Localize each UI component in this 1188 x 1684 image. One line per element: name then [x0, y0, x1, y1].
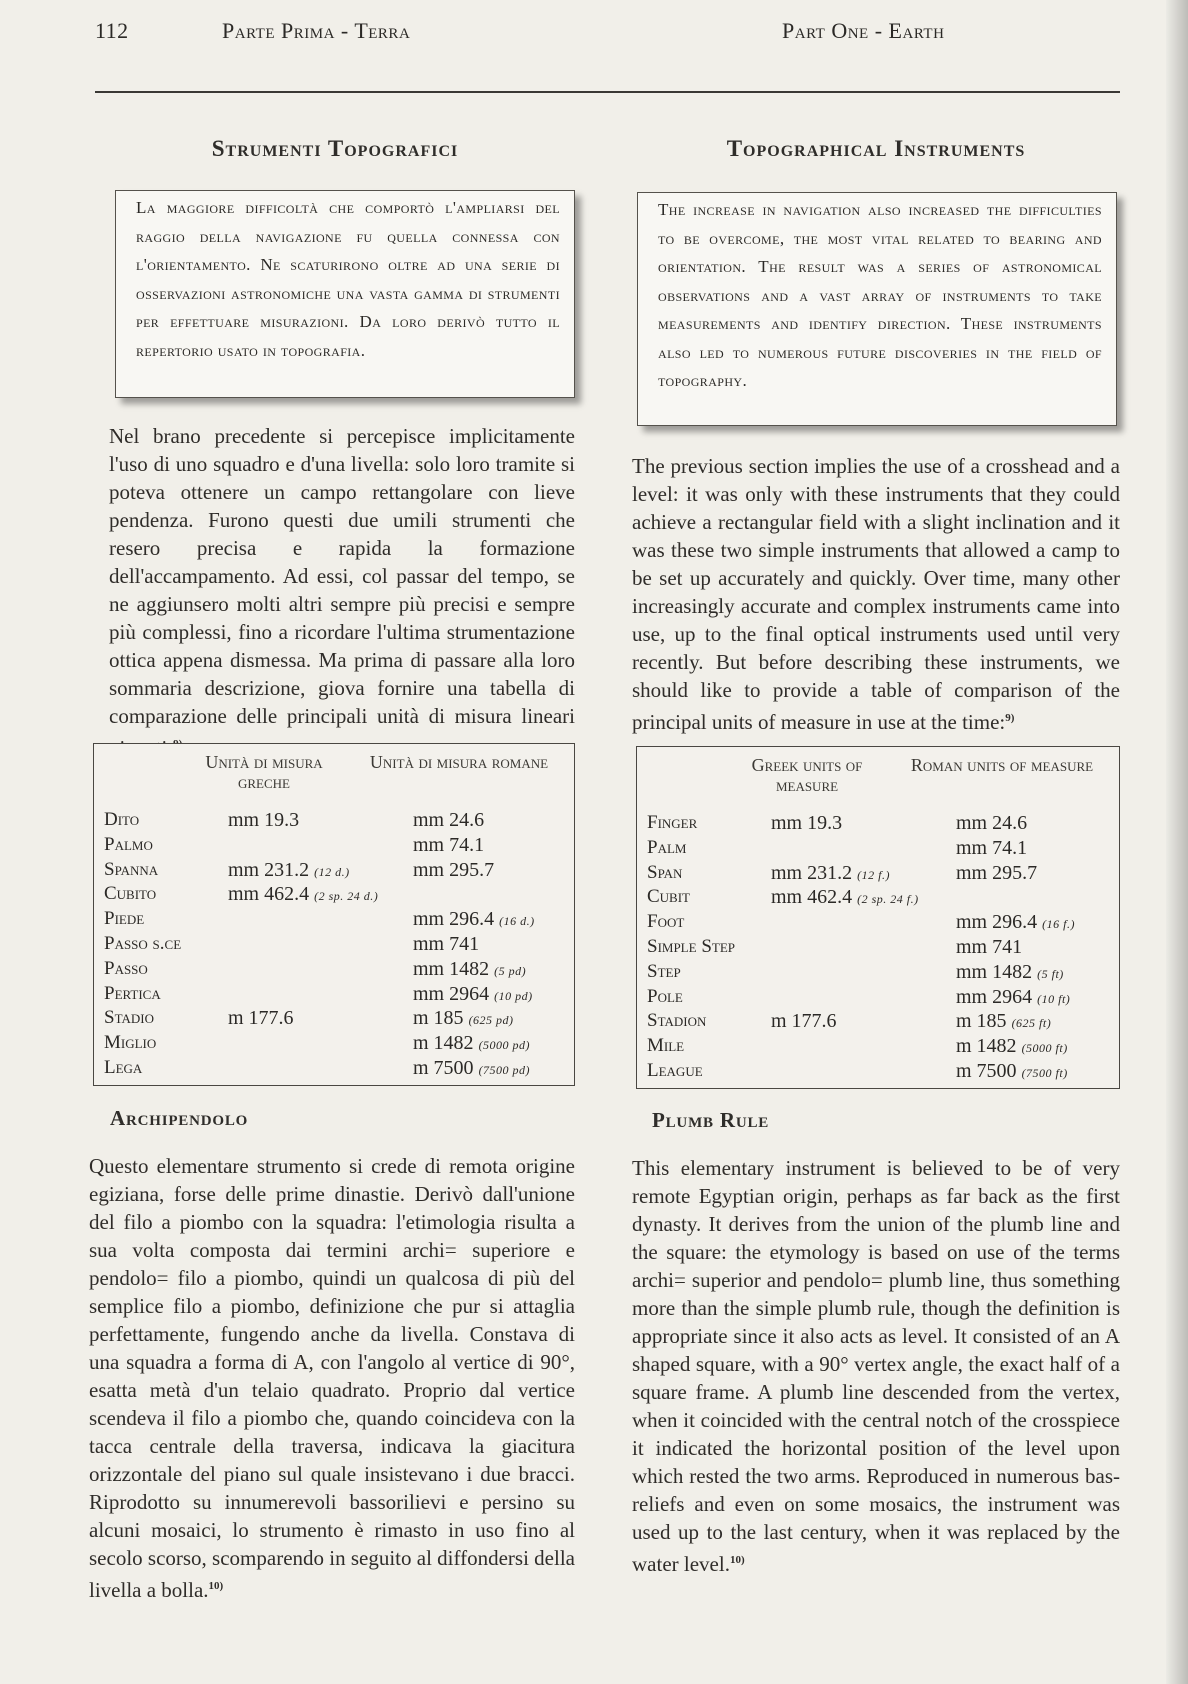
- roman-value-note: (5000 ft): [1021, 1041, 1068, 1056]
- greek-value-text: mm 19.3: [228, 809, 300, 831]
- roman-value-note: (625 pd): [468, 1013, 514, 1028]
- roman-value-text: m 7500: [956, 1059, 1017, 1082]
- unit-name-text: Mile: [647, 1035, 685, 1057]
- intro-paragraph-italian: [109, 422, 575, 762]
- roman-value: [413, 907, 535, 933]
- unit-name-text: Stadion: [647, 1010, 707, 1032]
- unit-name-text: Finger: [647, 812, 698, 833]
- roman-value-text: mm 295.7: [956, 861, 1038, 884]
- unit-name: [647, 1034, 684, 1058]
- table-row: [104, 1056, 574, 1081]
- roman-value: [413, 932, 479, 958]
- table-header-greek-english: Greek units of measure: [751, 755, 863, 795]
- plumb-paragraph-italian: [89, 1152, 575, 1604]
- unit-name-text: Passo: [104, 957, 148, 979]
- greek-value: [228, 808, 299, 834]
- table-row: [647, 1009, 1117, 1034]
- unit-name-text: Stadio: [104, 1007, 154, 1029]
- table-row: [104, 882, 574, 907]
- roman-value-text: mm 24.6: [956, 812, 1028, 834]
- table-header-roman-italian: Unità di misura romane: [369, 752, 549, 772]
- unit-name-text: Cubit: [647, 886, 691, 908]
- greek-value-text: mm 462.4: [228, 883, 310, 906]
- roman-value: [413, 833, 484, 859]
- roman-value-text: mm 741: [413, 932, 480, 955]
- unit-name-text: Spanna: [104, 858, 159, 880]
- roman-value: [956, 861, 1037, 887]
- roman-value-text: m 185: [413, 1007, 464, 1030]
- table-row: [104, 858, 574, 883]
- unit-name: [647, 985, 683, 1009]
- table-row: [647, 935, 1117, 960]
- roman-value: [413, 1056, 530, 1082]
- table-row: [104, 1006, 574, 1031]
- table-row: [647, 910, 1117, 935]
- unit-name-text: Lega: [104, 1056, 143, 1078]
- roman-value-note: (10 ft): [1037, 991, 1071, 1006]
- roman-value: [956, 960, 1064, 986]
- unit-name: [104, 932, 181, 956]
- sub-heading-italian: Archipendolo: [110, 1106, 249, 1130]
- roman-value-text: m 1482: [413, 1032, 474, 1055]
- abstract-box-english: The increase in navigation also increased the difficulties to be overcome, the most vital related to bearing and orientation. The result was a series of astronomical observations and a vast array of instruments to take measurements and identify direction. These instruments also led to numerous future discoveries in the field of topography.: [637, 192, 1117, 426]
- footnote-ref-10-english: 10): [729, 1554, 745, 1566]
- roman-value-text: mm 24.6: [413, 809, 485, 831]
- unit-name-text: Passo s.ce: [104, 932, 182, 954]
- roman-value-text: mm 295.7: [413, 858, 495, 881]
- unit-name: [104, 808, 139, 832]
- roman-value: [413, 808, 484, 834]
- table-row: [647, 836, 1117, 861]
- unit-name: [104, 833, 153, 857]
- unit-name: [104, 858, 158, 882]
- greek-value: [228, 1006, 294, 1032]
- roman-value-note: (5 pd): [494, 963, 527, 978]
- unit-name: [104, 957, 148, 981]
- roman-value-text: m 185: [956, 1010, 1007, 1033]
- page-edge-shadow: [1166, 0, 1188, 1684]
- roman-value-note: (5000 pd): [478, 1038, 531, 1053]
- running-title-english: Part One - Earth: [782, 18, 945, 43]
- units-table-english: [636, 746, 1120, 1089]
- unit-name: [104, 1031, 156, 1055]
- roman-value: [956, 1009, 1051, 1035]
- unit-name: [647, 1009, 706, 1033]
- header-rule: [95, 91, 1120, 93]
- unit-name: [104, 1056, 142, 1080]
- unit-name-text: League: [647, 1059, 703, 1081]
- roman-value-note: (7500 ft): [1021, 1065, 1068, 1080]
- roman-value-text: m 1482: [956, 1035, 1017, 1058]
- roman-value-text: mm 296.4: [413, 908, 495, 931]
- unit-name: [647, 836, 686, 860]
- greek-value: [228, 882, 378, 908]
- greek-value: [771, 1009, 837, 1035]
- plumb-text-english: This elementary instrument is believed to be of very remote Egyptian origin, perhaps as far back as the first dynasty. It derives from the union of the plumb line and the square: the etymology is based on use of the terms archi= superior and pendolo= plumb line, thus something more than the simple plumb rule, though the definition is appropriate since it also acts as level. It consisted of an A shaped square, with a 90° vertex angle, the exact half of a square frame. A plumb line descended from the vertex, when it coincided with the central notch of the crosspiece it indicated the horizontal position of the level upon which rested the two arms. Reproduced in numerous bas-reliefs and even on some mosaics, the instrument was used up to the last century, when it was replaced by the water level.: [632, 1156, 1120, 1576]
- table-row: [647, 960, 1117, 985]
- table-row: [647, 861, 1117, 886]
- plumb-text-italian: Questo elementare strumento si crede di remota origine egiziana, forse delle prime dinastie. Derivò dall'unione del filo a piombo con la squadra: l'etimologia risulta a sua volta composta dai termini archi= superiore e pendolo= filo a piombo, quindi un qualcosa di più del semplice filo a piombo, definizione che pur si attaglia perfettamente, fungendo anche da livella. Constava di una squadra a forma di A, con l'angolo al vertice di 90°, esatta metà d'un telaio quadrato. Proprio dal vertice scendeva il filo a piombo che, quando coincideva con la tacca centrale della traversa, indicava la giacitura orizzontale del piano sul quale insistevano i due bracci. Riprodotto su innumerevoli bassorilievi e persino su alcuni mosaici, lo strumento è rimasto in uso fino al secolo scorso, scomparendo in seguito al diffondersi della livella a bolla.: [89, 1154, 575, 1602]
- intro-paragraph-english: [632, 452, 1120, 736]
- roman-value: [956, 985, 1070, 1011]
- unit-name: [104, 1006, 154, 1030]
- table-row: [104, 833, 574, 858]
- unit-name: [647, 811, 697, 835]
- unit-name-text: Step: [647, 960, 681, 982]
- greek-value-text: mm 231.2: [228, 858, 310, 881]
- unit-name: [104, 907, 144, 931]
- table-row: [647, 1059, 1117, 1084]
- table-row: [104, 982, 574, 1007]
- unit-name-text: Foot: [647, 911, 685, 933]
- roman-value-note: (16 f.): [1042, 917, 1075, 932]
- footnote-ref-10-italian: 10): [208, 1580, 224, 1592]
- roman-value: [413, 957, 526, 983]
- unit-name-text: Miglio: [104, 1032, 157, 1054]
- unit-name-text: Dito: [104, 809, 140, 830]
- footnote-ref-9-english: 9): [1005, 712, 1015, 724]
- page-number: 112: [95, 18, 129, 43]
- roman-value: [956, 910, 1075, 936]
- unit-name: [647, 935, 735, 959]
- unit-name: [647, 885, 690, 909]
- unit-name: [104, 982, 161, 1006]
- intro-text-english: The previous section implies the use of a crosshead and a level: it was only with these instruments that they could achieve a rectangular field with a slight inclination and it was these two simple instruments that allowed a camp to be set up accurately and quickly. Over time, many other increasingly accurate and complex instruments came into use, up to the final optical instruments used until very recently. But before describing these instruments, we should like to provide a table of comparison of the principal units of measure in use at the time:: [632, 454, 1120, 734]
- running-head: [0, 18, 1188, 58]
- roman-value-note: (5 ft): [1037, 966, 1064, 981]
- plumb-paragraph-english: [632, 1154, 1120, 1578]
- unit-name-text: Pertica: [104, 982, 161, 1004]
- table-row: [647, 811, 1117, 836]
- roman-value-text: mm 74.1: [956, 836, 1028, 859]
- greek-value: [771, 861, 890, 887]
- table-row: [104, 932, 574, 957]
- roman-value: [956, 935, 1022, 961]
- table-row: [104, 1031, 574, 1056]
- running-title-italian: Parte Prima - Terra: [222, 18, 411, 43]
- roman-value-note: (625 ft): [1011, 1016, 1052, 1031]
- greek-value-text: mm 231.2: [771, 861, 853, 884]
- roman-value-note: (10 pd): [494, 988, 533, 1003]
- roman-value: [413, 982, 533, 1008]
- greek-value-text: mm 462.4: [771, 886, 853, 909]
- roman-value-text: mm 2964: [956, 985, 1033, 1008]
- greek-value-text: m 177.6: [771, 1010, 837, 1033]
- table-row: [104, 957, 574, 982]
- unit-name-text: Cubito: [104, 883, 157, 905]
- sub-heading-english: Plumb Rule: [652, 1108, 770, 1132]
- roman-value-text: mm 296.4: [956, 911, 1038, 934]
- greek-value: [228, 858, 350, 884]
- table-row: [104, 907, 574, 932]
- table-rows-english: [647, 811, 1117, 1084]
- greek-value-text: mm 19.3: [771, 812, 843, 834]
- intro-text-italian: Nel brano precedente si percepisce implicitamente l'uso di uno squadro e d'una livella: solo loro tramite si poteva ottenere un campo rettangolare con lieve pendenza. Furono questi due umili strumenti che resero precisa e rapida la formazione dell'accampamento. Ad essi, col passar del tempo, se ne aggiunsero molti altri sempre più precisi e sempre più complessi, fino a ricordare l'ultima strumentazione ottica appena dismessa. Ma prima di passare alla loro sommaria descrizione, giova fornire una tabella di comparazione delle principali unità di misura lineari: [109, 424, 575, 728]
- greek-value-note: (12 d.): [314, 864, 350, 879]
- roman-value: [956, 1034, 1068, 1060]
- greek-value: [771, 811, 842, 837]
- roman-value: [413, 1006, 514, 1032]
- table-rows-italian: [104, 808, 574, 1081]
- roman-value-note: (16 d.): [499, 914, 535, 929]
- roman-value: [956, 811, 1027, 837]
- unit-name-text: Span: [647, 861, 683, 883]
- table-header-roman-english: Roman units of measure: [910, 755, 1094, 775]
- roman-value: [413, 858, 494, 884]
- roman-value-text: mm 1482: [413, 957, 490, 980]
- roman-value: [413, 1031, 530, 1057]
- units-table-italian: [93, 743, 575, 1086]
- greek-value-note: (2 sp. 24 d.): [314, 889, 379, 904]
- roman-value: [956, 836, 1027, 862]
- greek-value: [771, 885, 919, 911]
- unit-name: [647, 861, 682, 885]
- unit-name: [647, 960, 681, 984]
- section-title-english: Topographical Instruments: [726, 136, 1026, 161]
- table-row: [647, 885, 1117, 910]
- table-header-greek-italian: Unità di misura greche: [205, 752, 323, 792]
- section-title-italian: Strumenti Topografici: [211, 136, 459, 161]
- unit-name: [647, 910, 684, 934]
- table-row: [104, 808, 574, 833]
- roman-value-text: mm 1482: [956, 960, 1033, 983]
- unit-name-text: Piede: [104, 908, 145, 930]
- roman-value-text: m 7500: [413, 1056, 474, 1079]
- roman-value-text: mm 74.1: [413, 833, 485, 856]
- unit-name: [104, 882, 156, 906]
- table-row: [647, 985, 1117, 1010]
- roman-value-note: (7500 pd): [478, 1062, 531, 1077]
- unit-name-text: Simple Step: [647, 935, 735, 957]
- table-row: [647, 1034, 1117, 1059]
- unit-name-text: Palm: [647, 836, 687, 858]
- abstract-box-italian: La maggiore difficoltà che comportò l'ampliarsi del raggio della navigazione fu quella connessa con l'orientamento. Ne scaturirono oltre ad una serie di osservazioni astronomiche una vasta gamma di strumenti per effettuare misurazioni. Da loro derivò tutto il repertorio usato in topografia.: [115, 190, 575, 398]
- unit-name-text: Pole: [647, 985, 683, 1007]
- roman-value-text: mm 2964: [413, 982, 490, 1005]
- roman-value-text: mm 741: [956, 935, 1023, 958]
- greek-value-text: m 177.6: [228, 1007, 294, 1030]
- greek-value-note: (12 f.): [857, 867, 890, 882]
- unit-name: [647, 1059, 703, 1083]
- roman-value: [956, 1059, 1068, 1085]
- unit-name-text: Palmo: [104, 833, 153, 855]
- greek-value-note: (2 sp. 24 f.): [857, 892, 919, 907]
